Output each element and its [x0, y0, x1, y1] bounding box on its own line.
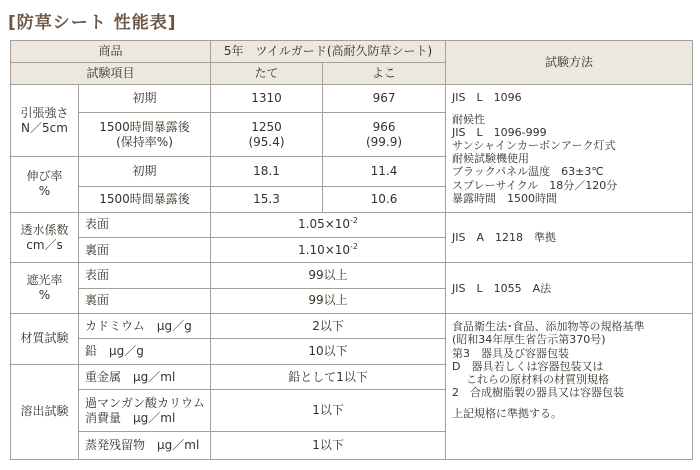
- cadmium-value: 2以下: [211, 314, 446, 339]
- tensile-exposed-warp: [211, 112, 323, 156]
- table-row: [11, 85, 693, 112]
- tensile-exposed-weft-value: 966: [372, 119, 396, 134]
- cadmium-label: カドミウム μg／g: [79, 314, 211, 339]
- method-tensile-line6: ブラックパネル温度 63±3℃: [452, 165, 604, 179]
- kmno4-label-line1: 過マンガン酸カリウム: [85, 395, 205, 410]
- method-tensile-line1: JIS L 1096: [452, 91, 522, 105]
- method-food: [446, 314, 693, 460]
- tensile-exposed-warp-value: 1250: [251, 119, 282, 134]
- permeability-front-label: 表面: [79, 212, 211, 237]
- heavy-metal-label: 重金属 μg／ml: [79, 364, 211, 389]
- permeability-back-base: 1.10×10: [298, 242, 351, 257]
- product-name: 5年 ツイルガード(高耐久防草シート): [211, 41, 446, 63]
- permeability-front-exp: -2: [350, 216, 359, 226]
- method-tensile-line7: スプレーサイクル 18分／120分: [452, 178, 618, 192]
- residue-value: 1以下: [211, 432, 446, 460]
- table-row: [11, 314, 693, 339]
- tensile-group-line2: N／5cm: [21, 120, 68, 135]
- residue-label: 蒸発残留物 μg／ml: [79, 432, 211, 460]
- tensile-exposed-weft: [323, 112, 446, 156]
- permeability-back-value: [211, 238, 446, 263]
- shading-group: 遮光率 %: [11, 263, 79, 314]
- shading-front-label: 表面: [79, 263, 211, 288]
- elongation-group: 伸び率 %: [11, 157, 79, 212]
- method-food-line5: これらの原材料の材質別規格: [466, 372, 610, 386]
- kmno4-label-line2: 消費量 μg／ml: [85, 410, 176, 425]
- permeability-group: [11, 212, 79, 263]
- method-tensile-line4: サンシャインカーボンアーク灯式: [452, 138, 616, 152]
- tensile-exposed-label-line2: (保持率%): [116, 134, 173, 149]
- elongation-exposed-weft: 10.6: [323, 187, 446, 212]
- elongation-initial-weft: 11.4: [323, 157, 446, 187]
- method-food-line6: 2 合成樹脂製の器具又は容器包装: [452, 386, 625, 400]
- elongation-exposed-label: 1500時間暴露後: [79, 187, 211, 212]
- shading-back-value: 99以上: [211, 288, 446, 313]
- lead-value: 10以下: [211, 339, 446, 364]
- method-tensile-line3: JIS L 1096-999: [452, 125, 547, 139]
- method-food-line2: (昭和34年厚生省告示第370号): [452, 333, 606, 347]
- method-header: 試験方法: [446, 41, 693, 85]
- elution-group: 溶出試験: [11, 364, 79, 459]
- permeability-back-label: 裏面: [79, 238, 211, 263]
- table-row: [11, 212, 693, 237]
- page-title: [防草シート 性能表]: [8, 13, 177, 33]
- method-tensile-line8: 暴露時間 1500時間: [452, 191, 558, 205]
- tensile-exposed-label: [79, 112, 211, 156]
- tensile-initial-warp: 1310: [211, 85, 323, 112]
- tensile-exposed-label-line1: 1500時間暴露後: [99, 119, 190, 134]
- permeability-back-exp: -2: [350, 241, 359, 251]
- shading-back-label: 裏面: [79, 288, 211, 313]
- method-tensile-line2: 耐候性: [452, 112, 486, 126]
- permeability-group-line1: 透水係数: [20, 222, 69, 237]
- method-shading: JIS L 1055 A法: [446, 263, 693, 314]
- tensile-exposed-warp-ratio: (95.4): [248, 134, 285, 149]
- kmno4-value: 1以下: [211, 390, 446, 432]
- permeability-front-base: 1.05×10: [298, 217, 351, 232]
- method-food-line3: 第3 器具及び容器包装: [452, 346, 570, 360]
- method-tensile-line5: 耐候試験機使用: [452, 152, 530, 166]
- material-group: 材質試験: [11, 314, 79, 365]
- lead-label: 鉛 μg／g: [79, 339, 211, 364]
- kmno4-label: [79, 390, 211, 432]
- method-tensile: [446, 85, 693, 212]
- tensile-group-line1: 引張強さ: [20, 105, 69, 120]
- elongation-exposed-warp: 15.3: [211, 187, 323, 212]
- tensile-initial-weft: 967: [323, 85, 446, 112]
- shading-front-value: 99以上: [211, 263, 446, 288]
- table-row: [11, 263, 693, 288]
- col-weft-header: よこ: [323, 63, 446, 85]
- method-food-line4: D 器具若しくは容器包装又は: [452, 359, 604, 373]
- col-warp-header: たて: [211, 63, 323, 85]
- method-food-line1: 食品衛生法･食品、添加物等の規格基準: [452, 320, 645, 334]
- permeability-front-value: [211, 212, 446, 237]
- tensile-group: [11, 85, 79, 157]
- elongation-initial-warp: 18.1: [211, 157, 323, 187]
- tensile-initial-label: 初期: [79, 85, 211, 112]
- permeability-group-line2: cm／s: [26, 237, 63, 252]
- performance-table: [10, 40, 693, 460]
- method-permeability: JIS A 1218 準拠: [446, 212, 693, 263]
- product-label: 商品: [11, 41, 211, 63]
- elongation-initial-label: 初期: [79, 157, 211, 187]
- method-food-line7: 上記規格に準拠する。: [452, 407, 563, 421]
- test-item-label: 試験項目: [11, 63, 211, 85]
- heavy-metal-value: 鉛として1以下: [211, 364, 446, 389]
- tensile-exposed-weft-ratio: (99.9): [365, 134, 403, 149]
- header-row-product: [11, 41, 693, 63]
